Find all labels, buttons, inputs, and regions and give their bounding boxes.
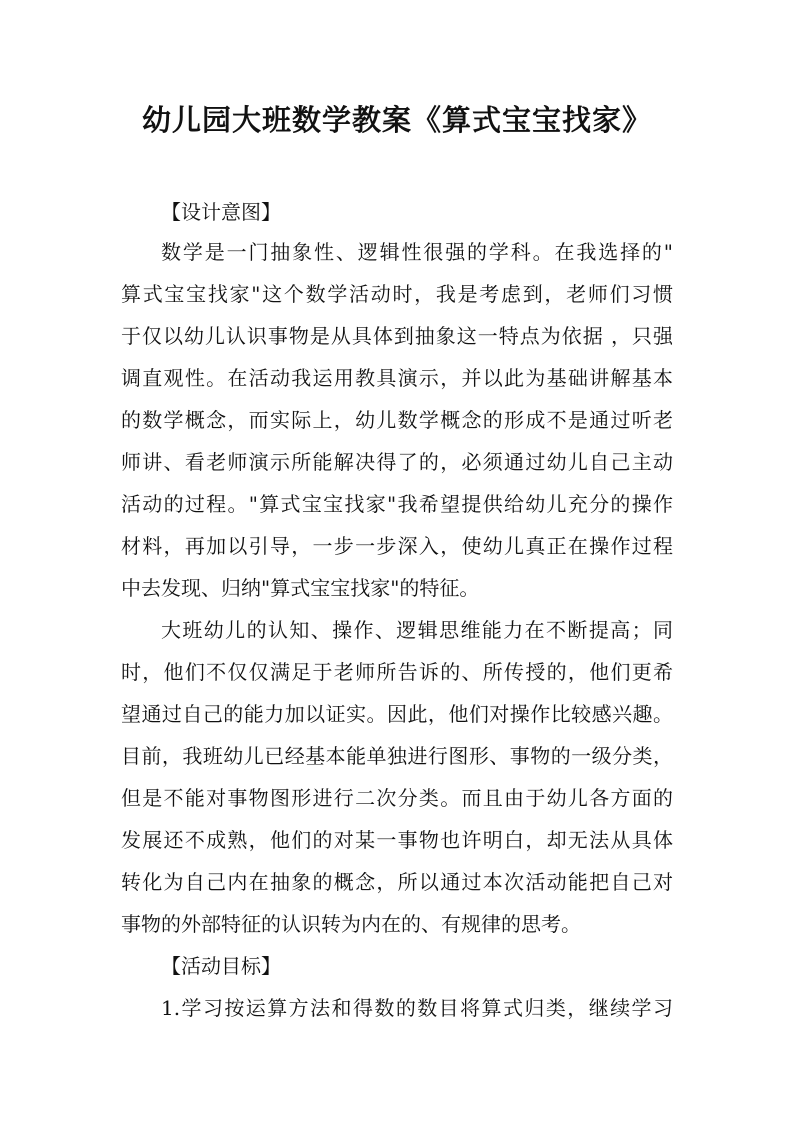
paragraph-line: 时，他们不仅仅满足于老师所告诉的、所传授的，他们更希 bbox=[121, 660, 673, 684]
section-heading-design-intent: 【设计意图】 bbox=[161, 200, 281, 224]
paragraph-line: 的数学概念，而实际上，幼儿数学概念的形成不是通过听老 bbox=[121, 408, 673, 432]
section-heading-activity-goals: 【活动目标】 bbox=[161, 954, 281, 978]
paragraph-line: 发展还不成熟，他们的对某一事物也许明白，却无法从具体 bbox=[121, 828, 673, 852]
paragraph-line: 算式宝宝找家"这个数学活动时，我是考虑到，老师们习惯 bbox=[121, 282, 673, 306]
paragraph-line: 中去发现、归纳"算式宝宝找家"的特征。 bbox=[121, 576, 480, 600]
paragraph-line: 大班幼儿的认知、操作、逻辑思维能力在不断提高；同 bbox=[161, 618, 673, 642]
paragraph-line: 材料，再加以引导，一步一步深入，使幼儿真正在操作过程 bbox=[121, 534, 673, 558]
paragraph-line: 望通过自己的能力加以证实。因此，他们对操作比较感兴趣。 bbox=[121, 702, 673, 726]
document-title: 幼儿园大班数学教案《算式宝宝找家》 bbox=[141, 103, 652, 137]
paragraph-line: 事物的外部特征的认识转为内在的、有规律的思考。 bbox=[121, 912, 581, 936]
paragraph-line: 师讲、看老师演示所能解决得了的，必须通过幼儿自己主动 bbox=[121, 450, 673, 474]
paragraph-line: 调直观性。在活动我运用教具演示，并以此为基础讲解基本 bbox=[121, 366, 673, 390]
paragraph-line: 但是不能对事物图形进行二次分类。而且由于幼儿各方面的 bbox=[121, 786, 673, 810]
paragraph-line: 活动的过程。"算式宝宝找家"我希望提供给幼儿充分的操作 bbox=[121, 492, 673, 516]
paragraph-line: 转化为自己内在抽象的概念，所以通过本次活动能把自己对 bbox=[121, 870, 673, 894]
paragraph-line: 数学是一门抽象性、逻辑性很强的学科。在我选择的" bbox=[161, 240, 673, 264]
paragraph-line: 1.学习按运算方法和得数的数目将算式归类，继续学习 bbox=[161, 996, 673, 1020]
paragraph-line: 目前，我班幼儿已经基本能单独进行图形、事物的一级分类， bbox=[121, 744, 673, 768]
paragraph-line: 于仅以幼儿认识事物是从具体到抽象这一特点为依据 ，只强 bbox=[121, 324, 673, 348]
